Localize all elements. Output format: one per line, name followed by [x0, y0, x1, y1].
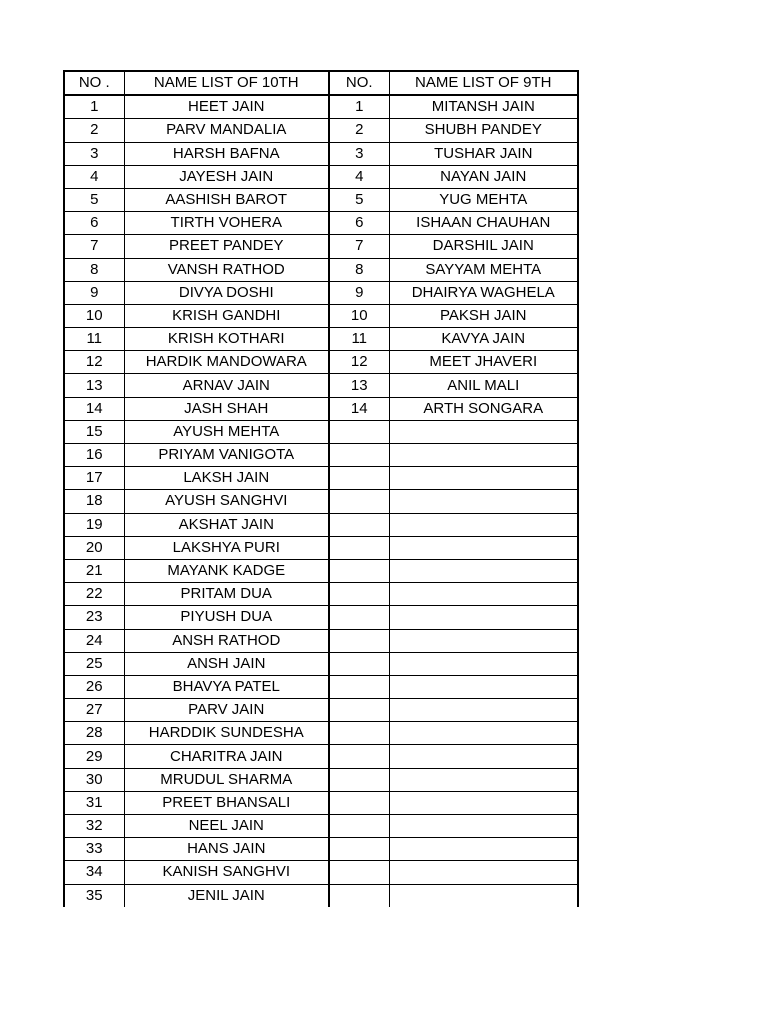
cell-name-10th: CHARITRA JAIN [124, 745, 329, 768]
cell-no-9th: 10 [329, 304, 389, 327]
cell-name-10th: PIYUSH DUA [124, 606, 329, 629]
table-row [64, 304, 578, 327]
cell-name-9th: ARTH SONGARA [389, 397, 578, 420]
cell-no-10th: 13 [64, 374, 124, 397]
table-row [64, 165, 578, 188]
cell-name-10th: PRITAM DUA [124, 583, 329, 606]
header-name-list-10th: NAME LIST OF 10TH [124, 71, 329, 95]
cell-name-9th [389, 722, 578, 745]
table-row [64, 374, 578, 397]
cell-name-9th [389, 652, 578, 675]
cell-name-10th: KRISH KOTHARI [124, 328, 329, 351]
cell-no-9th: 3 [329, 142, 389, 165]
cell-no-10th: 12 [64, 351, 124, 374]
cell-name-9th: SHUBH PANDEY [389, 119, 578, 142]
cell-name-9th [389, 884, 578, 907]
cell-no-9th [329, 420, 389, 443]
header-row [64, 71, 578, 95]
cell-name-10th: NEEL JAIN [124, 815, 329, 838]
table-row [64, 675, 578, 698]
cell-name-9th: DARSHIL JAIN [389, 235, 578, 258]
header-no-9th: NO. [329, 71, 389, 95]
cell-name-9th [389, 791, 578, 814]
cell-name-9th [389, 420, 578, 443]
cell-name-10th: PARV JAIN [124, 699, 329, 722]
cell-name-10th: AYUSH MEHTA [124, 420, 329, 443]
header-name-list-9th: NAME LIST OF 9TH [389, 71, 578, 95]
table-body [64, 95, 578, 907]
cell-name-10th: BHAVYA PATEL [124, 675, 329, 698]
cell-no-10th: 32 [64, 815, 124, 838]
cell-name-10th: ANSH JAIN [124, 652, 329, 675]
table-row [64, 513, 578, 536]
cell-name-9th: MITANSH JAIN [389, 95, 578, 119]
cell-name-9th: MEET JHAVERI [389, 351, 578, 374]
cell-no-10th: 2 [64, 119, 124, 142]
cell-name-10th: HANS JAIN [124, 838, 329, 861]
cell-no-9th: 4 [329, 165, 389, 188]
cell-name-10th: VANSH RATHOD [124, 258, 329, 281]
cell-name-10th: TIRTH VOHERA [124, 212, 329, 235]
table-row [64, 188, 578, 211]
table-row [64, 397, 578, 420]
table-row [64, 699, 578, 722]
table-row [64, 444, 578, 467]
cell-name-9th [389, 861, 578, 884]
cell-name-10th: JASH SHAH [124, 397, 329, 420]
cell-no-10th: 16 [64, 444, 124, 467]
cell-name-10th: MRUDUL SHARMA [124, 768, 329, 791]
table-row [64, 235, 578, 258]
cell-no-10th: 24 [64, 629, 124, 652]
cell-no-9th [329, 768, 389, 791]
cell-name-10th: PARV MANDALIA [124, 119, 329, 142]
cell-no-10th: 3 [64, 142, 124, 165]
cell-name-9th: ANIL MALI [389, 374, 578, 397]
cell-no-9th: 1 [329, 95, 389, 119]
cell-name-10th: AYUSH SANGHVI [124, 490, 329, 513]
cell-no-10th: 21 [64, 559, 124, 582]
cell-no-10th: 22 [64, 583, 124, 606]
table-row [64, 884, 578, 907]
cell-no-10th: 19 [64, 513, 124, 536]
name-list-table [63, 70, 579, 907]
cell-no-10th: 18 [64, 490, 124, 513]
cell-no-9th [329, 536, 389, 559]
cell-name-9th: KAVYA JAIN [389, 328, 578, 351]
table-row [64, 212, 578, 235]
cell-name-9th [389, 559, 578, 582]
cell-no-10th: 7 [64, 235, 124, 258]
cell-name-10th: LAKSH JAIN [124, 467, 329, 490]
cell-no-10th: 8 [64, 258, 124, 281]
cell-no-9th: 12 [329, 351, 389, 374]
cell-no-9th: 9 [329, 281, 389, 304]
cell-no-10th: 5 [64, 188, 124, 211]
table-row [64, 559, 578, 582]
cell-no-10th: 6 [64, 212, 124, 235]
cell-name-9th [389, 629, 578, 652]
cell-name-10th: MAYANK KADGE [124, 559, 329, 582]
cell-name-10th: ANSH RATHOD [124, 629, 329, 652]
cell-no-9th [329, 513, 389, 536]
cell-name-9th [389, 606, 578, 629]
table-row [64, 328, 578, 351]
cell-no-10th: 29 [64, 745, 124, 768]
table-row [64, 119, 578, 142]
cell-no-10th: 17 [64, 467, 124, 490]
cell-no-10th: 15 [64, 420, 124, 443]
cell-name-10th: LAKSHYA PURI [124, 536, 329, 559]
cell-no-9th [329, 699, 389, 722]
cell-name-10th: PRIYAM VANIGOTA [124, 444, 329, 467]
cell-name-9th: NAYAN JAIN [389, 165, 578, 188]
cell-name-9th [389, 838, 578, 861]
cell-no-9th [329, 722, 389, 745]
cell-name-10th: HEET JAIN [124, 95, 329, 119]
cell-no-9th [329, 675, 389, 698]
cell-no-9th [329, 583, 389, 606]
cell-no-9th: 8 [329, 258, 389, 281]
cell-no-9th [329, 838, 389, 861]
cell-name-10th: PREET PANDEY [124, 235, 329, 258]
cell-name-9th [389, 583, 578, 606]
cell-no-10th: 25 [64, 652, 124, 675]
cell-name-10th: AASHISH BAROT [124, 188, 329, 211]
table-row [64, 768, 578, 791]
table-row [64, 791, 578, 814]
cell-no-9th [329, 606, 389, 629]
cell-name-9th: YUG MEHTA [389, 188, 578, 211]
table-row [64, 745, 578, 768]
cell-name-10th: JENIL JAIN [124, 884, 329, 907]
header-no-10th: NO . [64, 71, 124, 95]
table-row [64, 838, 578, 861]
cell-no-9th: 2 [329, 119, 389, 142]
cell-no-9th: 11 [329, 328, 389, 351]
table-row [64, 467, 578, 490]
table-row [64, 281, 578, 304]
cell-name-9th [389, 699, 578, 722]
cell-no-9th [329, 745, 389, 768]
table-row [64, 420, 578, 443]
cell-name-10th: AKSHAT JAIN [124, 513, 329, 536]
cell-no-10th: 9 [64, 281, 124, 304]
cell-no-10th: 34 [64, 861, 124, 884]
table-row [64, 815, 578, 838]
cell-no-10th: 14 [64, 397, 124, 420]
cell-name-10th: JAYESH JAIN [124, 165, 329, 188]
cell-no-9th [329, 559, 389, 582]
cell-no-9th: 14 [329, 397, 389, 420]
table-row [64, 861, 578, 884]
cell-no-9th: 5 [329, 188, 389, 211]
cell-no-9th [329, 652, 389, 675]
cell-name-9th: DHAIRYA WAGHELA [389, 281, 578, 304]
cell-name-10th: KANISH SANGHVI [124, 861, 329, 884]
cell-name-9th [389, 444, 578, 467]
cell-name-9th: SAYYAM MEHTA [389, 258, 578, 281]
table-row [64, 606, 578, 629]
cell-name-10th: HARDDIK SUNDESHA [124, 722, 329, 745]
table-row [64, 536, 578, 559]
cell-name-9th [389, 467, 578, 490]
cell-no-10th: 33 [64, 838, 124, 861]
cell-no-10th: 1 [64, 95, 124, 119]
cell-name-9th: TUSHAR JAIN [389, 142, 578, 165]
table-row [64, 583, 578, 606]
cell-no-10th: 10 [64, 304, 124, 327]
table-row [64, 629, 578, 652]
cell-name-9th: PAKSH JAIN [389, 304, 578, 327]
cell-no-9th [329, 444, 389, 467]
table-row [64, 722, 578, 745]
cell-no-9th [329, 467, 389, 490]
cell-name-9th [389, 768, 578, 791]
table-row [64, 95, 578, 119]
cell-no-10th: 28 [64, 722, 124, 745]
cell-name-10th: HARSH BAFNA [124, 142, 329, 165]
cell-name-9th [389, 675, 578, 698]
table-row [64, 258, 578, 281]
table-row [64, 351, 578, 374]
cell-no-10th: 27 [64, 699, 124, 722]
table-row [64, 490, 578, 513]
cell-no-10th: 26 [64, 675, 124, 698]
cell-name-10th: DIVYA DOSHI [124, 281, 329, 304]
table-row [64, 142, 578, 165]
cell-no-10th: 4 [64, 165, 124, 188]
cell-no-10th: 11 [64, 328, 124, 351]
cell-name-10th: KRISH GANDHI [124, 304, 329, 327]
cell-no-10th: 30 [64, 768, 124, 791]
cell-name-9th: ISHAAN CHAUHAN [389, 212, 578, 235]
cell-no-9th: 6 [329, 212, 389, 235]
table-row [64, 652, 578, 675]
cell-no-9th [329, 490, 389, 513]
cell-no-9th: 7 [329, 235, 389, 258]
cell-name-10th: ARNAV JAIN [124, 374, 329, 397]
cell-name-10th: PREET BHANSALI [124, 791, 329, 814]
cell-no-10th: 23 [64, 606, 124, 629]
cell-name-9th [389, 815, 578, 838]
cell-no-9th [329, 884, 389, 907]
cell-no-9th [329, 791, 389, 814]
cell-no-9th [329, 629, 389, 652]
cell-no-9th [329, 815, 389, 838]
cell-name-9th [389, 513, 578, 536]
cell-no-10th: 20 [64, 536, 124, 559]
cell-no-10th: 35 [64, 884, 124, 907]
cell-no-10th: 31 [64, 791, 124, 814]
cell-name-10th: HARDIK MANDOWARA [124, 351, 329, 374]
cell-name-9th [389, 745, 578, 768]
cell-name-9th [389, 490, 578, 513]
cell-name-9th [389, 536, 578, 559]
cell-no-9th: 13 [329, 374, 389, 397]
cell-no-9th [329, 861, 389, 884]
